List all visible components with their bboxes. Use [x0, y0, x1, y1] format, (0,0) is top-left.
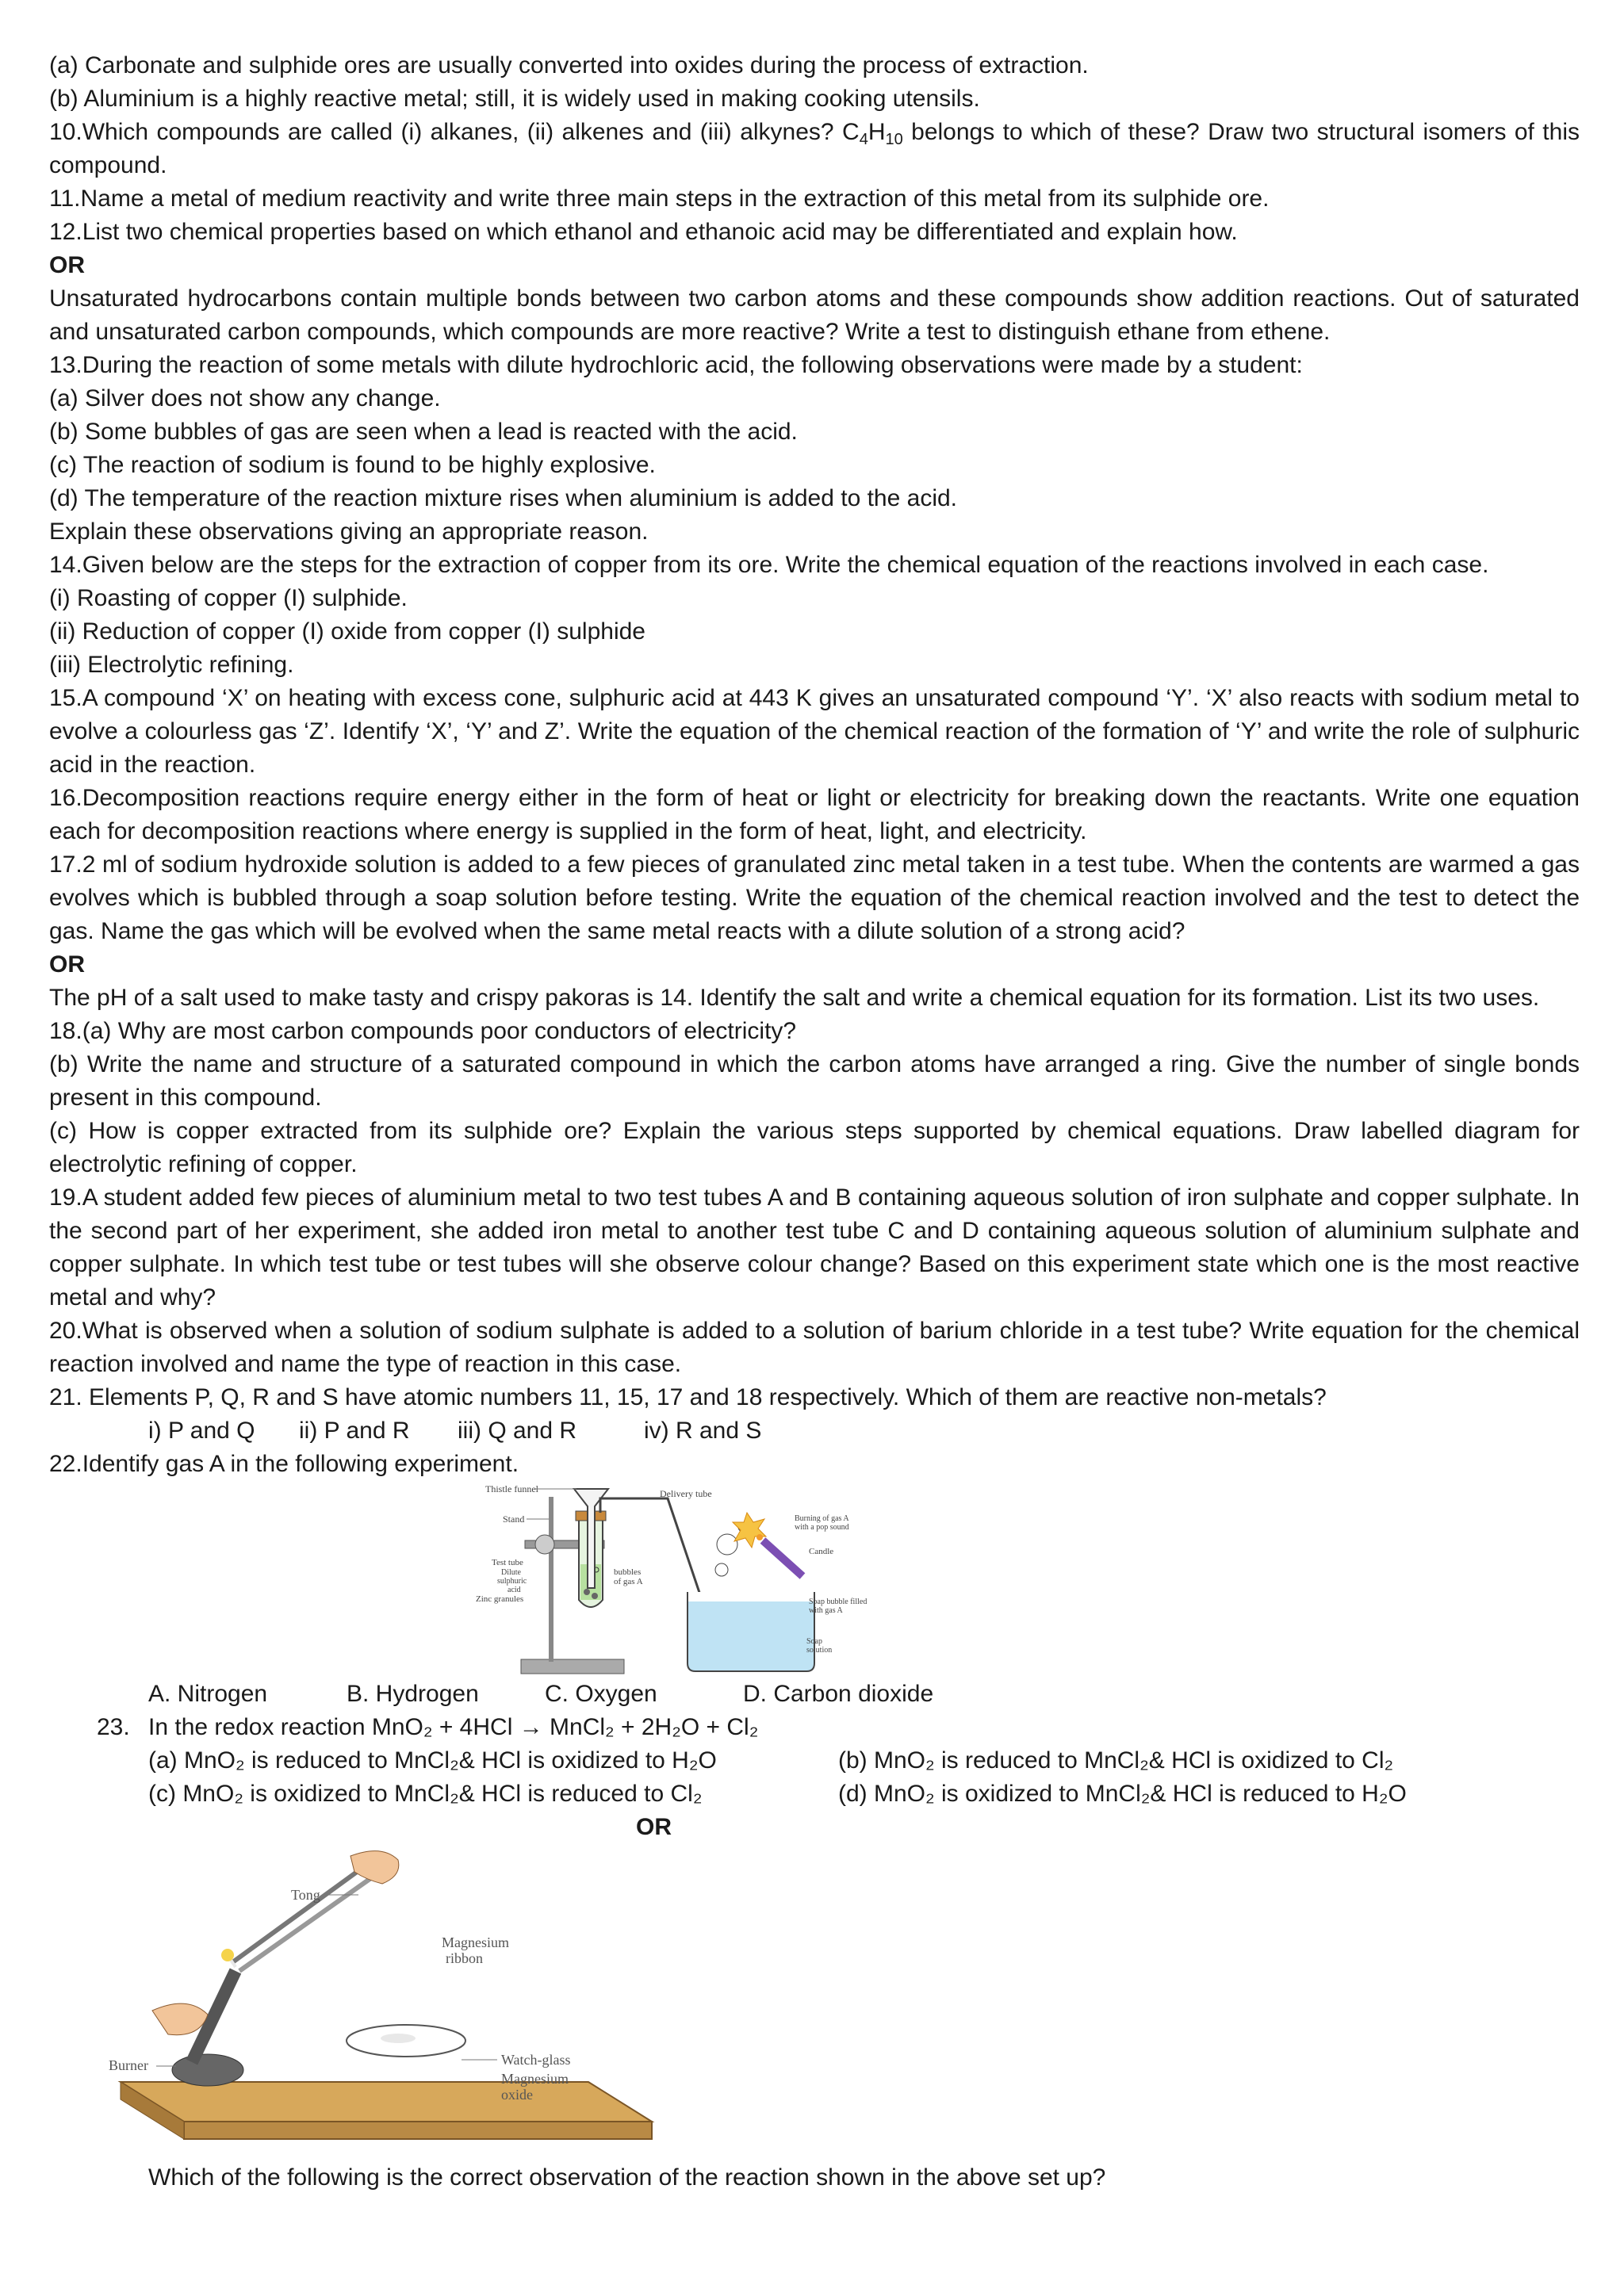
q12-or-text: Unsaturated hydrocarbons contain multiple bonds between two carbon atoms and these compounds show addition reactions. Out of saturated and unsaturated carbon compounds, which compounds are more reactive? Write a test to distinguish ethane from ethene.	[49, 285, 1580, 345]
q21-option-iii: iii) Q and R	[458, 1418, 577, 1444]
q24-text: Which of the following is the correct observation of the reaction shown in the above set up?	[148, 2164, 1106, 2191]
q15-text: 15.A compound ‘X’ on heating with excess cone, sulphuric acid at 443 K gives an unsaturated compound ‘Y’. ‘X’ also reacts with sodium metal to evolve a colourless gas ‘Z’. Identify ‘X’, ‘Y’ and Z’. Write the equation of the chemical reaction of the formation of ‘Y’ and write the role of sulphuric acid in the reaction.	[49, 685, 1580, 778]
label-bubbles: bubbles	[614, 1567, 642, 1577]
stand-base	[521, 1659, 624, 1674]
q22-text: 22.Identify gas A in the following experiment.	[49, 1451, 519, 1477]
q14ii-text: (ii) Reduction of copper (I) oxide from copper (I) sulphide	[49, 618, 645, 645]
q22-options	[49, 1678, 1580, 1711]
worksheet-page	[49, 49, 1580, 2195]
trough-top	[688, 1592, 814, 1601]
q14-text: 14.Given below are the steps for the extraction of copper from its ore. Write the chemical equation of the reactions involved in each case.	[49, 552, 1489, 578]
label-thistle-funnel: Thistle funnel	[485, 1483, 538, 1494]
candle-flame	[756, 1534, 763, 1540]
or-label: OR	[49, 951, 85, 978]
q23-option-a: (a) MnO₂ is reduced to MnCl₂& HCl is oxidized to H₂O	[148, 1747, 717, 1774]
q21-option-ii: ii) P and R	[299, 1418, 410, 1444]
q23-option-b: (b) MnO₂ is reduced to MnCl₂& HCl is oxidized to Cl₂	[838, 1747, 1394, 1774]
label-sulphuric: sulphuric	[497, 1577, 527, 1586]
q18a-text: 18.(a) Why are most carbon compounds poor conductors of electricity?	[49, 1018, 797, 1044]
burner-base	[172, 2054, 243, 2086]
q14iii-text: (iii) Electrolytic refining.	[49, 652, 294, 678]
q23-option-d: (d) MnO₂ is oxidized to MnCl₂& HCl is reduced to H₂O	[838, 1781, 1407, 1807]
label-magnesium-oxide: Magnesium	[501, 2071, 569, 2087]
label-dilute: Dilute	[501, 1568, 521, 1577]
q22-option-a: A. Nitrogen	[148, 1681, 268, 1707]
q13d-text: (d) The temperature of the reaction mixture rises when aluminium is added to the acid.	[49, 485, 958, 511]
hydrogen-apparatus-figure	[49, 1481, 1580, 1678]
q23-stem	[97, 1711, 1580, 1744]
q13b-text: (b) Some bubbles of gas are seen when a lead is reacted with the acid.	[49, 419, 798, 445]
ribbon-flame	[221, 1949, 234, 1961]
q9a-text: (a) Carbonate and sulphide ores are usually converted into oxides during the process of extraction.	[49, 52, 1089, 78]
table-edge	[184, 2122, 652, 2139]
q23-number: 23.	[97, 1714, 130, 1740]
q19-text: 19.A student added few pieces of aluminium metal to two test tubes A and B containing aqueous solution of iron sulphate and copper sulphate. In the second part of her experiment, she added iron metal to another test tube C and D containing aqueous solution of aluminium sulphate and copper sulphate. In which test tube or test tubes will she observe colour change? Based on this experiment state which one is the most reactive metal and why?	[49, 1184, 1580, 1311]
q21-options	[49, 1414, 1580, 1448]
q13-text: 13.During the reaction of some metals with dilute hydrochloric acid, the following observations were made by a student:	[49, 352, 1303, 378]
q22-option-c: C. Oxygen	[545, 1681, 657, 1707]
magnesium-oxide-powder	[381, 2034, 416, 2043]
soap-bubble	[715, 1563, 728, 1576]
q17-text: 17.2 ml of sodium hydroxide solution is added to a few pieces of granulated zinc metal taken in a test tube. When the contents are warmed a gas evolves which is bubbled through a soap solution before testing. Write the equation of the chemical reaction involved and the test to detect the gas. Name the gas which will be evolved when the same metal reacts with a dilute solution of a strong acid?	[49, 851, 1580, 944]
label-burning: Burning of gas A	[795, 1514, 849, 1523]
label-test-tube: Test tube	[492, 1558, 523, 1567]
q12-text: 12.List two chemical properties based on which ethanol and ethanoic acid may be differentiated and explain how.	[49, 219, 1238, 245]
label-oxide: oxide	[501, 2087, 533, 2103]
q10-text: 10.Which compounds are called (i) alkanes, (ii) alkenes and (iii) alkynes? $C_4H_{10}$ belongs to which of these? Draw two structural isomers of this compound.	[49, 119, 1580, 178]
magnesium-burning-figure	[49, 1844, 1580, 2161]
hand	[350, 1851, 399, 1884]
q22-option-d: D. Carbon dioxide	[743, 1681, 934, 1707]
or-label: OR	[636, 1814, 672, 1840]
label-delivery-tube: Delivery tube	[660, 1488, 712, 1499]
clamp-knob	[535, 1535, 554, 1554]
label-acid: acid	[508, 1586, 521, 1594]
q23-option-c: (c) MnO₂ is oxidized to MnCl₂& HCl is reduced to Cl₂	[148, 1781, 703, 1807]
candle	[763, 1540, 802, 1576]
label-candle: Candle	[809, 1547, 834, 1556]
q23-options-row2	[97, 1777, 1580, 1811]
q18b-text: (b) Write the name and structure of a saturated compound in which the carbon atoms have arranged a ring. Give the number of single bonds present in this compound.	[49, 1051, 1580, 1111]
q20-text: 20.What is observed when a solution of sodium sulphate is added to a solution of barium chloride in a test tube? Write equation for the chemical reaction involved and name the type of reaction in this case.	[49, 1318, 1580, 1377]
stand-rod	[549, 1497, 553, 1662]
hydrogen-apparatus-diagram	[49, 1481, 1580, 1678]
q23-block	[49, 1711, 1580, 1811]
label-tong: Tong	[291, 1887, 320, 1903]
label-pop-sound: with a pop sound	[795, 1523, 849, 1532]
tong	[232, 1868, 362, 1963]
q21-text: 21. Elements P, Q, R and S have atomic numbers 11, 15, 17 and 18 respectively. Which of them are reactive non-metals?	[49, 1384, 1327, 1410]
label-magnesium: Magnesium	[442, 1934, 509, 1950]
q13e-text: Explain these observations giving an appropriate reason.	[49, 519, 649, 545]
or-label: OR	[49, 252, 85, 278]
q13c-text: (c) The reaction of sodium is found to be highly explosive.	[49, 452, 656, 478]
magnesium-burning-diagram	[49, 1844, 1580, 2161]
q17-or-text: The pH of a salt used to make tasty and crispy pakoras is 14. Identify the salt and write a chemical equation for its formation. List its two uses.	[49, 985, 1540, 1011]
soap-bubble	[717, 1534, 737, 1555]
label-ribbon: ribbon	[446, 1950, 483, 1966]
q16-text: 16.Decomposition reactions require energy either in the form of heat or light or electricity for breaking down the reactants. Write one equation each for decomposition reactions where energy is supplied in the form of heat, light, and electricity.	[49, 785, 1580, 844]
table-top	[121, 2082, 652, 2122]
label-solution: solution	[806, 1646, 833, 1655]
q23-options-row1	[97, 1744, 1580, 1777]
q13a-text: (a) Silver does not show any change.	[49, 385, 441, 411]
label-soap: Soap	[806, 1637, 822, 1646]
label-watch-glass: Watch-glass	[501, 2052, 571, 2068]
label-burner: Burner	[109, 2057, 148, 2073]
q23-text: In the redox reaction MnO₂ + 4HCl → MnCl₂ + 2H₂O + Cl₂	[148, 1714, 759, 1740]
hand	[152, 2003, 208, 2035]
q18c-text: (c) How is copper extracted from its sulphide ore? Explain the various steps supported by chemical equations. Draw labelled diagram for electrolytic refining of copper.	[49, 1118, 1580, 1177]
soap-trough	[688, 1592, 814, 1671]
q21-option-i: i) P and Q	[148, 1418, 255, 1444]
q11-text: 11.Name a metal of medium reactivity and write three main steps in the extraction of this metal from its sulphide ore.	[49, 186, 1270, 212]
label-of-gas-a: of gas A	[614, 1577, 643, 1586]
zinc-granule	[584, 1589, 590, 1595]
q14i-text: (i) Roasting of copper (I) sulphide.	[49, 585, 408, 611]
label-soap-bubble: Soap bubble filled	[809, 1598, 868, 1606]
label-stand: Stand	[503, 1513, 525, 1525]
zinc-granule	[592, 1593, 598, 1599]
pop-burst	[733, 1513, 766, 1548]
q21-option-iv: iv) R and S	[644, 1418, 762, 1444]
label-with-gas-a: with gas A	[809, 1606, 843, 1615]
q22-option-b: B. Hydrogen	[347, 1681, 479, 1707]
label-zinc-granules: Zinc granules	[476, 1594, 524, 1604]
q9b-text: (b) Aluminium is a highly reactive metal; still, it is widely used in making cooking utensils.	[49, 86, 980, 112]
